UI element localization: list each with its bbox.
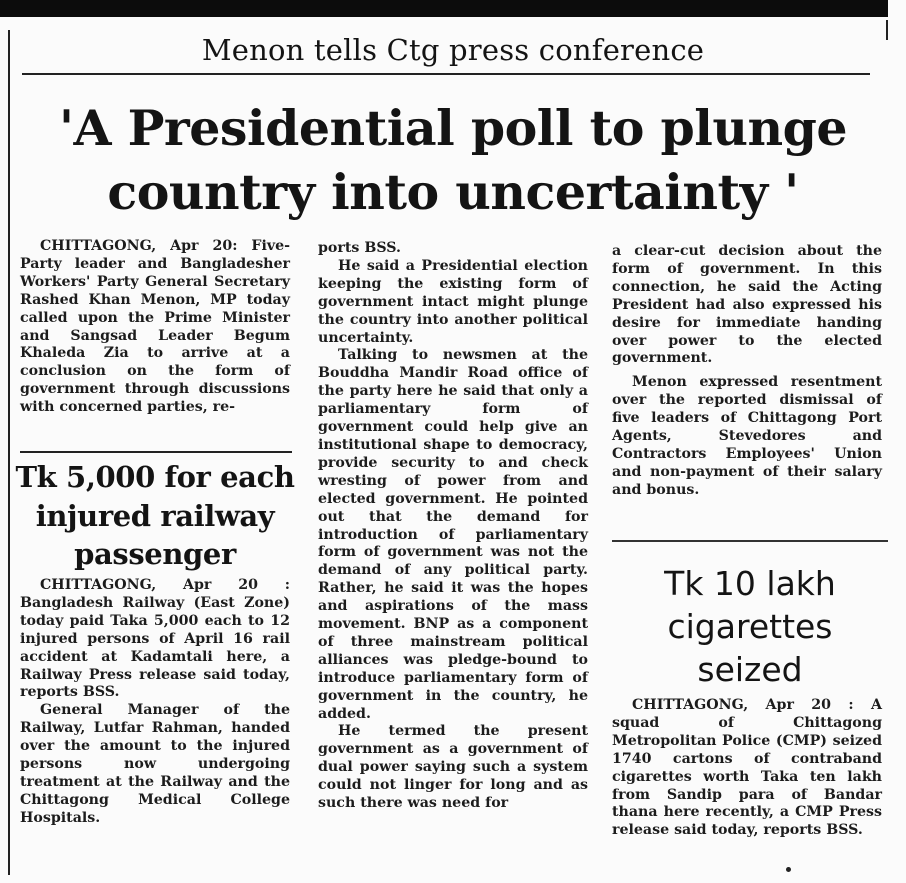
top-border-bar	[0, 0, 888, 17]
kicker-headline: Menon tells Ctg press conference	[201, 33, 705, 67]
main-story-paragraph: He termed the present government as a government of dual power saying such a system could not linger for long and as such there was need for	[318, 723, 588, 812]
main-story-paragraph: a clear-cut decision about the form of government. In this connection, he said the Acting President had also expressed his desire for immediate handing over power to the elected government.	[612, 243, 882, 367]
railway-story-body	[20, 577, 290, 828]
kicker-rule	[22, 73, 870, 75]
main-headline-line-2: country into uncertainty '	[107, 163, 799, 221]
main-story-column-1	[20, 238, 290, 417]
main-story-paragraph: He said a Presidential election keeping the existing form of government intact might plunge the country into another political uncertainty.	[318, 257, 588, 346]
cigarettes-story-rule	[612, 540, 888, 542]
end-dot	[786, 867, 791, 872]
main-story-column-3	[612, 243, 882, 500]
railway-story-paragraph: CHITTAGONG, Apr 20 : Bangladesh Railway (East Zone) today paid Taka 5,000 each to 12 injured persons of April 16 rail accident at Kadamtali here, a Railway Press release said today, reports BSS.	[20, 577, 290, 701]
cigarettes-story-paragraph: CHITTAGONG, Apr 20 : A squad of Chittagong Metropolitan Police (CMP) seized 1740 cartons of contraband cigarettes worth Taka ten lakh from Sandip para of Bandar thana here recently, a CMP Press release said today, reports BSS.	[612, 697, 882, 839]
cigarettes-story-headline: Tk 10 lakh cigarettes seized	[664, 564, 836, 689]
main-story-paragraph: Talking to newsmen at the Bouddha Mandir Road office of the party here he said that only a parliamentary form of government could help give an institutional shape to democracy, provide security to and check wresting of power from and elected government. He pointed out that the demand for introduction of parliamentary form of government was not the demand of any political party. Rather, he said it was the hopes and aspirations of the mass movement. BNP as a component of three mainstream political alliances was pledge-bound to introduce parliamentary form of government in the country, he added.	[318, 347, 588, 722]
railway-story-rule	[20, 451, 292, 453]
main-story-paragraph: CHITTAGONG, Apr 20: Five-Party leader and Bangladesher Workers' Party General Secretary Rashed Khan Menon, MP today called upon the Prime Minister and Sangsad Leader Begum Khaleda Zia to arrive at a conclusion on the form of government through discussions with concerned parties, re-	[20, 238, 290, 416]
main-story-paragraph: ports BSS.	[318, 240, 401, 256]
main-story-column-2	[318, 240, 588, 813]
railway-story-paragraph: General Manager of the Railway, Lutfar Rahman, handed over the amount to the injured persons now undergoing treatment at the Railway and the Chittagong Medical College Hospitals.	[20, 702, 290, 826]
railway-story-headline: Tk 5,000 for each injured railway passenger	[15, 460, 295, 571]
cigarettes-story-body	[612, 697, 882, 840]
main-story-paragraph: Menon expressed resentment over the reported dismissal of five leaders of Chittagong Port Agents, Stevedores and Contractors Employees' Union and non-payment of their salary and bonus.	[612, 374, 882, 498]
main-headline-line-1: 'A Presidential poll to plunge	[58, 99, 848, 157]
main-headline	[0, 96, 906, 224]
